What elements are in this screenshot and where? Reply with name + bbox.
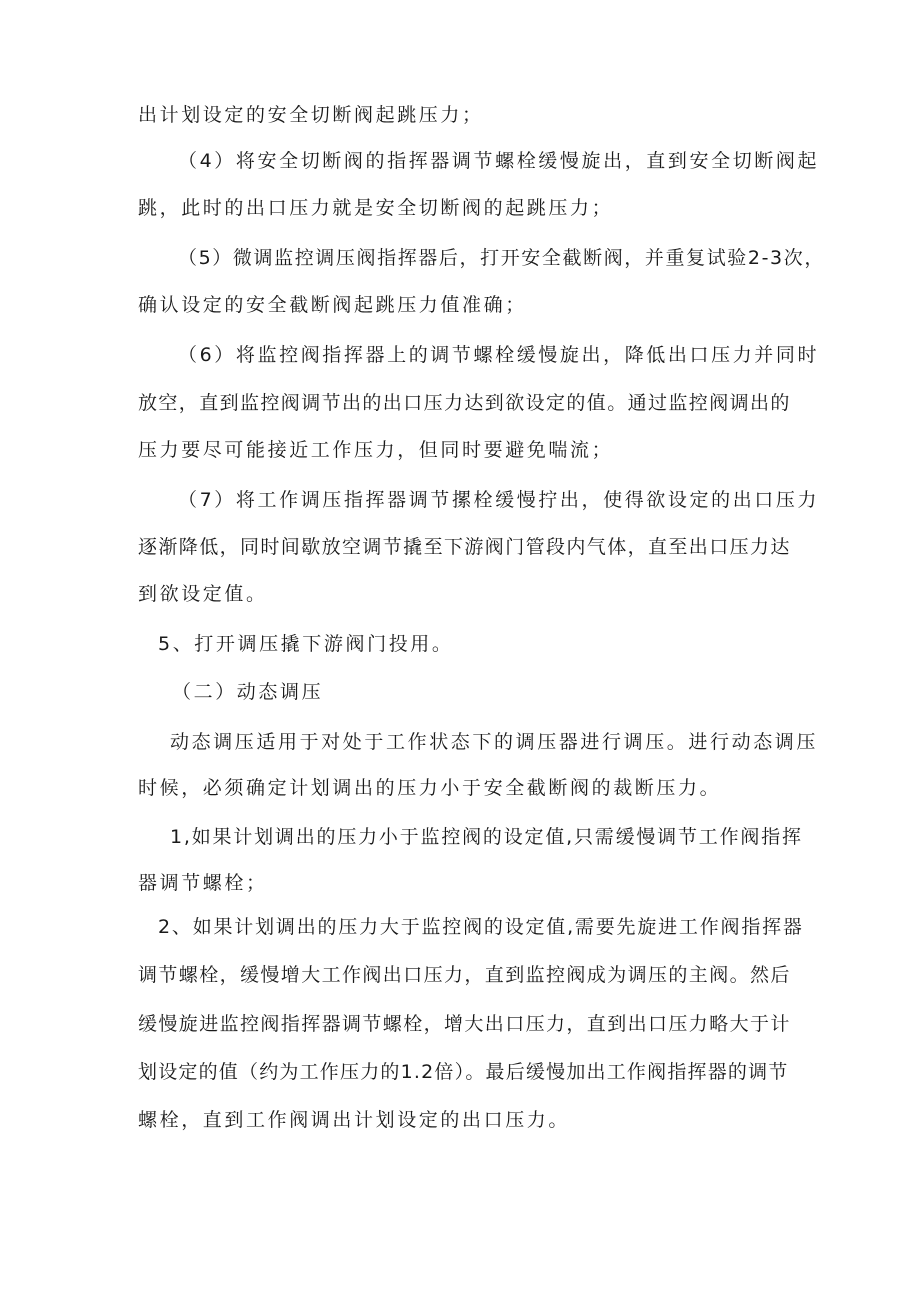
section-heading: （二）动态调压 — [172, 681, 324, 703]
text-line-6: （6）将监控阀指挥器上的调节螺栓缓慢旋出，降低出口压力并同时 — [178, 344, 820, 366]
text-line-17: 器调节螺栓； — [138, 872, 268, 894]
text-line-15: 时候，必须确定计划调出的压力小于安全截断阀的裁断压力。 — [138, 777, 722, 799]
text-line-5: 确认设定的安全截断阀起跳压力值准确； — [138, 294, 527, 316]
text-line-14: 动态调压适用于对处于工作状态下的调压器进行调压。进行动态调压 — [170, 731, 819, 753]
text-line-19: 调节螺栓，缓慢增大工作阀出口压力，直到监控阀成为调压的主阀。然后 — [138, 964, 791, 986]
text-line-8: 压力要尽可能接近工作压力，但同时要避免喘流； — [138, 439, 614, 461]
text-line-12: 5、打开调压撬下游阀门投用。 — [158, 633, 454, 655]
text-line-11: 到欲设定值。 — [138, 583, 268, 605]
text-line-22: 螺栓，直到工作阀调出计划设定的出口压力。 — [138, 1109, 571, 1131]
text-line-4: （5）微调监控调压阀指挥器后，打开安全截断阀，并重复试验2-3次， — [178, 247, 825, 269]
text-line-20: 缓慢旋进监控阀指挥器调节螺栓，增大出口压力，直到出口压力略大于计 — [138, 1013, 791, 1035]
text-line-2: （4）将安全切断阀的指挥器调节螺栓缓慢旋出，直到安全切断阀起 — [178, 150, 820, 172]
text-line-21: 划设定的值（约为工作压力的1.2倍）。最后缓慢加出工作阀指挥器的调节 — [138, 1061, 789, 1083]
text-line-10: 逐渐降低，同时间歇放空调节撬至下游阀门管段内气体，直至出口压力达 — [138, 536, 791, 558]
text-line-3: 跳，此时的出口压力就是安全切断阀的起跳压力； — [138, 197, 614, 219]
text-line-7: 放空，直到监控阀调节出的出口压力达到欲设定的值。通过监控阀调出的 — [138, 392, 791, 414]
text-line-1: 出计划设定的安全切断阀起跳压力； — [138, 104, 484, 126]
text-line-16: 1,如果计划调出的压力小于监控阀的设定值,只需缓慢调节工作阀指挥 — [170, 826, 803, 848]
text-line-9: （7）将工作调压指挥器调节摞栓缓慢拧出，使得欲设定的出口压力 — [178, 489, 820, 511]
text-line-18: 2、如果计划调出的压力大于监控阀的设定值,需要先旋进工作阀指挥器 — [158, 916, 804, 938]
